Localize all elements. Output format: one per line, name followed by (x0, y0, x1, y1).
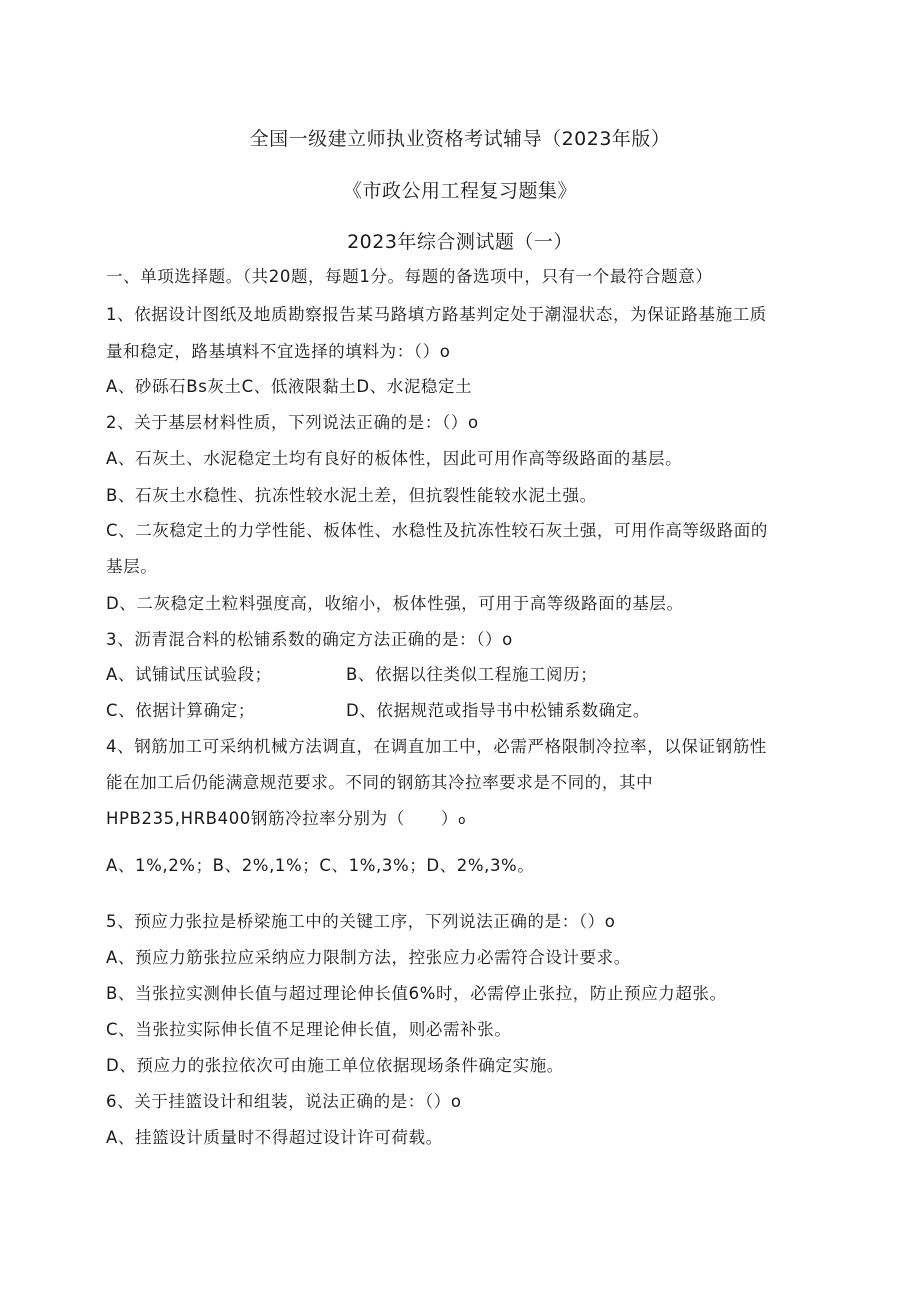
q4-stem-line2: 能在加工后仍能满意规范要求。不同的钢筋其冷拉率要求是不同的，其中 (106, 773, 654, 792)
q5-option-d: D、预应力的张拉依次可由施工单位依据现场条件确定实施。 (106, 1056, 564, 1075)
q6-stem: 6、关于挂篮设计和组装，说法正确的是：（）o (106, 1092, 462, 1111)
doc-title-line2: 《市政公用工程复习题集》 (342, 180, 577, 202)
q5-option-a: A、预应力筋张拉应采纳应力限制方法，控张应力必需符合设计要求。 (106, 948, 631, 967)
q1-stem-line1: 1、依据设计图纸及地质勘察报告某马路填方路基判定处于潮湿状态，为保证路基施工质 (106, 305, 767, 324)
q2-option-d: D、二灰稳定土粒料强度高，收缩小，板体性强，可用于高等级路面的基层。 (106, 594, 684, 613)
section-heading: 一、单项选择题。（共20题，每题1分。每题的备选项中，只有一个最符合题意） (106, 267, 713, 286)
q4-period-mark: o (458, 813, 467, 827)
q3-option-c: C、依据计算确定； (106, 701, 255, 720)
q5-stem: 5、预应力张拉是桥梁施工中的关键工序，下列说法正确的是：（）o (106, 912, 616, 931)
q2-option-c-line1: C、二灰稳定土的力学性能、板体性、水稳性及抗冻性较石灰土强，可用作高等级路面的 (106, 521, 768, 540)
q3-option-b: B、依据以往类似工程施工阅历； (346, 665, 598, 684)
q4-stem-line3: HPB235,HRB400钢筋冷拉率分别为（ (106, 809, 405, 828)
q2-option-b: B、石灰土水稳性、抗冻性较水泥土差，但抗裂性能较水泥土强。 (106, 486, 597, 505)
q2-option-c-line2: 基层。 (106, 557, 158, 576)
q3-stem: 3、沥青混合料的松铺系数的确定方法正确的是：（）o (106, 630, 513, 649)
q3-option-d: D、依据规范或指导书中松铺系数确定。 (346, 701, 651, 720)
q4-close-paren: ） (441, 809, 459, 828)
doc-title-line3: 2023年综合测试题（一） (347, 231, 573, 253)
q5-option-c: C、当张拉实际伸长值不足理论伸长值，则必需补张。 (106, 1020, 512, 1039)
q1-options: A、砂砾石Bs灰土C、低液限黏土D、水泥稳定土 (106, 377, 473, 396)
q2-stem: 2、关于基层材料性质，下列说法正确的是：（）o (106, 413, 479, 432)
q3-option-a: A、试铺试压试验段； (106, 665, 272, 684)
doc-title-line1: 全国一级建立师执业资格考试辅导（2023年版） (249, 128, 671, 150)
q4-stem-line3-close (441, 805, 466, 829)
q1-stem-line2: 量和稳定，路基填料不宜选择的填料为：（）o (106, 342, 451, 361)
q2-option-a: A、石灰土、水泥稳定土均有良好的板体性，因此可用作高等级路面的基层。 (106, 449, 683, 468)
q4-options: A、1%,2%；B、2%,1%；C、1%,3%；D、2%,3%。 (106, 856, 535, 875)
q6-option-a: A、挂篮设计质量时不得超过设计许可荷载。 (106, 1128, 443, 1147)
q4-stem-line1: 4、钢筋加工可采纳机械方法调直，在调直加工中，必需严格限制冷拉率，以保证钢筋性 (106, 737, 767, 756)
q5-option-b: B、当张拉实测伸长值与超过理论伸长值6%时，必需停止张拉，防止预应力超张。 (106, 984, 727, 1003)
